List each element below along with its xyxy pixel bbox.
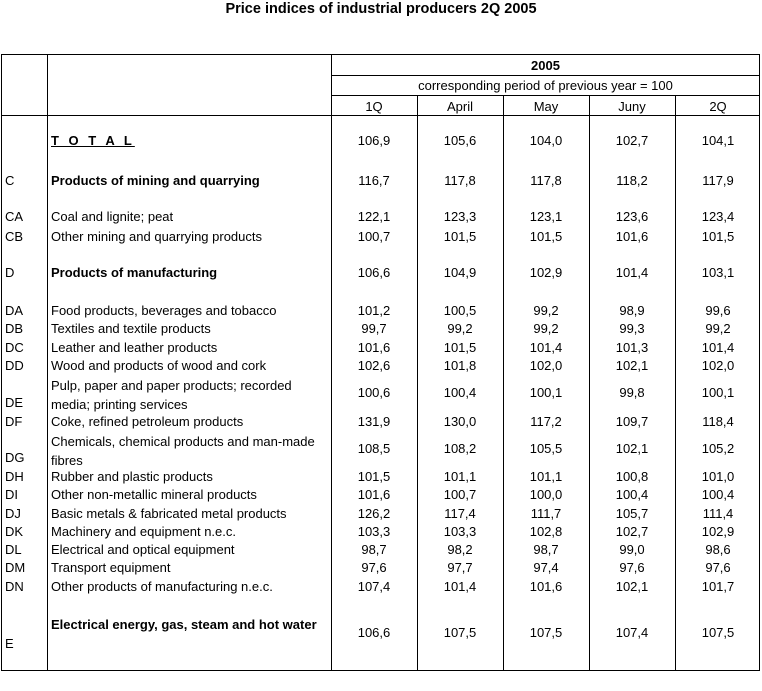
value-cell: 123,3 <box>443 209 477 224</box>
value-cell: 101,4 <box>443 579 477 594</box>
value-cell: 101,1 <box>443 469 477 484</box>
row-code: DA <box>5 303 24 318</box>
value-cell: 98,6 <box>705 542 731 557</box>
row-label <box>51 432 316 470</box>
row-code: DE <box>5 395 24 410</box>
row-label <box>51 265 217 280</box>
value-cell: 117,2 <box>530 414 562 429</box>
row-label-text: Coke, refined petroleum products <box>51 414 244 429</box>
row-code: C <box>5 173 15 188</box>
row-code: DG <box>5 450 25 465</box>
value-cell: 126,2 <box>357 506 391 521</box>
value-cell: 100,4 <box>615 487 649 502</box>
row-label <box>51 469 213 484</box>
value-cell: 107,4 <box>615 625 649 640</box>
row-code: DK <box>5 524 24 539</box>
value-cell: 101,5 <box>443 340 477 355</box>
value-cell: 105,7 <box>615 506 649 521</box>
row-label-text: Machinery and equipment n.e.c. <box>51 524 236 539</box>
row-label <box>51 303 276 318</box>
value-cell: 99,2 <box>705 321 731 336</box>
value-cell: 98,7 <box>533 542 559 557</box>
row-code: CA <box>5 209 24 224</box>
value-cell: 104,0 <box>529 133 563 148</box>
row-label-text: T O T A L <box>51 133 135 148</box>
value-cell: 130,0 <box>443 414 477 429</box>
value-cell: 108,2 <box>443 441 477 456</box>
row-label <box>51 615 321 634</box>
row-label-text: Food products, beverages and tobacco <box>51 303 277 318</box>
row-label <box>51 414 243 429</box>
row-label-text: Electrical and optical equipment <box>51 542 235 557</box>
base-note: corresponding period of previous year = 100 <box>418 78 673 93</box>
value-cell: 101,6 <box>357 340 391 355</box>
value-cell: 102,0 <box>701 358 735 373</box>
value-cell: 107,4 <box>357 579 391 594</box>
row-code: DH <box>5 469 24 484</box>
row-label <box>51 209 173 224</box>
value-cell: 100,1 <box>701 385 735 400</box>
value-cell: 108,5 <box>357 441 391 456</box>
row-label-text: Other products of manufacturing n.e.c. <box>51 579 273 594</box>
value-cell: 99,2 <box>533 321 559 336</box>
row-label-text: Chemicals, chemical products and man-made fibres <box>51 434 315 468</box>
value-cell: 107,5 <box>529 625 563 640</box>
value-cell: 106,6 <box>357 625 391 640</box>
row-label-text: Pulp, paper and paper products; recorded media; printing services <box>51 378 292 412</box>
value-cell: 101,6 <box>529 579 563 594</box>
row-label <box>51 229 262 244</box>
row-label <box>51 560 170 575</box>
row-label-text: Products of manufacturing <box>51 265 218 280</box>
row-code: DC <box>5 340 24 355</box>
value-cell: 117,4 <box>444 506 476 521</box>
value-cell: 104,1 <box>701 133 735 148</box>
row-code: DI <box>5 487 18 502</box>
column-header: Juny <box>618 99 646 114</box>
value-cell: 101,6 <box>357 487 391 502</box>
row-label-text: Other mining and quarrying products <box>51 229 263 244</box>
row-label <box>51 487 257 502</box>
value-cell: 107,5 <box>701 625 735 640</box>
divider <box>331 75 759 76</box>
row-code: DD <box>5 358 24 373</box>
row-code: DF <box>5 414 23 429</box>
row-code: DB <box>5 321 24 336</box>
column-header: 1Q <box>365 99 383 114</box>
value-cell: 103,3 <box>357 524 391 539</box>
value-cell: 99,2 <box>447 321 473 336</box>
value-cell: 98,9 <box>619 303 645 318</box>
value-cell: 111,4 <box>702 506 734 521</box>
row-label <box>51 506 287 521</box>
row-code: DL <box>5 542 22 557</box>
column-header: 2Q <box>709 99 727 114</box>
value-cell: 111,7 <box>530 506 562 521</box>
value-cell: 101,2 <box>357 303 391 318</box>
value-cell: 117,8 <box>444 173 476 188</box>
row-label <box>51 340 217 355</box>
row-code: E <box>5 636 14 651</box>
value-cell: 103,3 <box>443 524 477 539</box>
value-cell: 100,4 <box>443 385 477 400</box>
row-label <box>51 173 260 188</box>
value-cell: 102,0 <box>529 358 563 373</box>
value-cell: 101,1 <box>529 469 563 484</box>
row-label-text: Rubber and plastic products <box>51 469 213 484</box>
row-label-text: Wood and products of wood and cork <box>51 358 267 373</box>
value-cell: 99,6 <box>705 303 731 318</box>
value-cell: 101,0 <box>701 469 735 484</box>
row-label-text: Products of mining and quarrying <box>51 173 260 188</box>
value-cell: 102,8 <box>529 524 563 539</box>
row-label <box>51 579 273 594</box>
column-header: April <box>446 99 473 114</box>
value-cell: 101,3 <box>615 340 649 355</box>
value-cell: 100,8 <box>615 469 649 484</box>
value-cell: 100,6 <box>357 385 391 400</box>
value-cell: 99,7 <box>361 321 387 336</box>
value-cell: 97,4 <box>533 560 559 575</box>
value-cell: 101,8 <box>443 358 477 373</box>
value-cell: 99,0 <box>619 542 645 557</box>
value-cell: 123,1 <box>529 209 563 224</box>
value-cell: 100,0 <box>529 487 563 502</box>
row-label <box>51 524 236 539</box>
value-cell: 123,6 <box>615 209 649 224</box>
value-cell: 118,4 <box>702 414 734 429</box>
row-label <box>51 376 311 414</box>
value-cell: 101,5 <box>529 229 563 244</box>
column-header: May <box>533 99 559 114</box>
value-cell: 102,9 <box>701 524 735 539</box>
value-cell: 100,7 <box>443 487 477 502</box>
value-cell: 102,1 <box>615 441 649 456</box>
value-cell: 97,6 <box>619 560 645 575</box>
year-header: 2005 <box>531 58 560 73</box>
row-label-text: Electrical energy, gas, steam and hot water <box>51 617 317 632</box>
value-cell: 118,2 <box>616 173 648 188</box>
row-label <box>51 542 235 557</box>
value-cell: 97,7 <box>447 560 473 575</box>
value-cell: 97,6 <box>705 560 731 575</box>
divider <box>331 95 759 96</box>
value-cell: 117,9 <box>702 173 734 188</box>
value-cell: 99,3 <box>619 321 645 336</box>
page-title: Price indices of industrial producers 2Q 2005 <box>225 1 537 17</box>
value-cell: 106,6 <box>357 265 391 280</box>
value-cell: 101,5 <box>701 229 735 244</box>
value-cell: 101,4 <box>701 340 735 355</box>
value-cell: 102,6 <box>357 358 391 373</box>
row-label-text: Other non-metallic mineral products <box>51 487 257 502</box>
value-cell: 99,2 <box>533 303 559 318</box>
value-cell: 101,6 <box>615 229 649 244</box>
row-label-text: Leather and leather products <box>51 340 218 355</box>
row-code: DJ <box>5 506 21 521</box>
row-label-text: Basic metals & fabricated metal products <box>51 506 287 521</box>
value-cell: 102,1 <box>615 579 649 594</box>
value-cell: 101,5 <box>443 229 477 244</box>
divider <box>47 55 48 670</box>
value-cell: 106,9 <box>357 133 391 148</box>
row-label <box>51 358 266 373</box>
value-cell: 100,7 <box>357 229 391 244</box>
value-cell: 101,4 <box>615 265 649 280</box>
value-cell: 102,7 <box>615 133 649 148</box>
price-index-table <box>1 54 760 671</box>
value-cell: 107,5 <box>443 625 477 640</box>
value-cell: 99,8 <box>619 385 645 400</box>
value-cell: 100,5 <box>443 303 477 318</box>
value-cell: 116,7 <box>358 173 390 188</box>
value-cell: 131,9 <box>357 414 391 429</box>
value-cell: 103,1 <box>701 265 735 280</box>
value-cell: 101,7 <box>701 579 735 594</box>
value-cell: 105,6 <box>443 133 477 148</box>
row-code: CB <box>5 229 24 244</box>
row-code: D <box>5 265 15 280</box>
value-cell: 102,7 <box>615 524 649 539</box>
value-cell: 105,5 <box>529 441 563 456</box>
value-cell: 117,8 <box>530 173 562 188</box>
row-code: DN <box>5 579 24 594</box>
value-cell: 98,7 <box>361 542 387 557</box>
row-label-text: Coal and lignite; peat <box>51 209 174 224</box>
row-code: DM <box>5 560 26 575</box>
value-cell: 123,4 <box>701 209 735 224</box>
row-label-text: Textiles and textile products <box>51 321 211 336</box>
value-cell: 97,6 <box>361 560 387 575</box>
value-cell: 102,9 <box>529 265 563 280</box>
value-cell: 102,1 <box>615 358 649 373</box>
value-cell: 122,1 <box>357 209 391 224</box>
value-cell: 105,2 <box>701 441 735 456</box>
value-cell: 98,2 <box>447 542 473 557</box>
row-label-text: Transport equipment <box>51 560 171 575</box>
value-cell: 101,5 <box>357 469 391 484</box>
row-label <box>51 133 135 148</box>
value-cell: 109,7 <box>615 414 649 429</box>
value-cell: 100,4 <box>701 487 735 502</box>
divider <box>2 115 759 116</box>
row-label <box>51 321 211 336</box>
value-cell: 101,4 <box>529 340 563 355</box>
value-cell: 104,9 <box>443 265 477 280</box>
value-cell: 100,1 <box>529 385 563 400</box>
